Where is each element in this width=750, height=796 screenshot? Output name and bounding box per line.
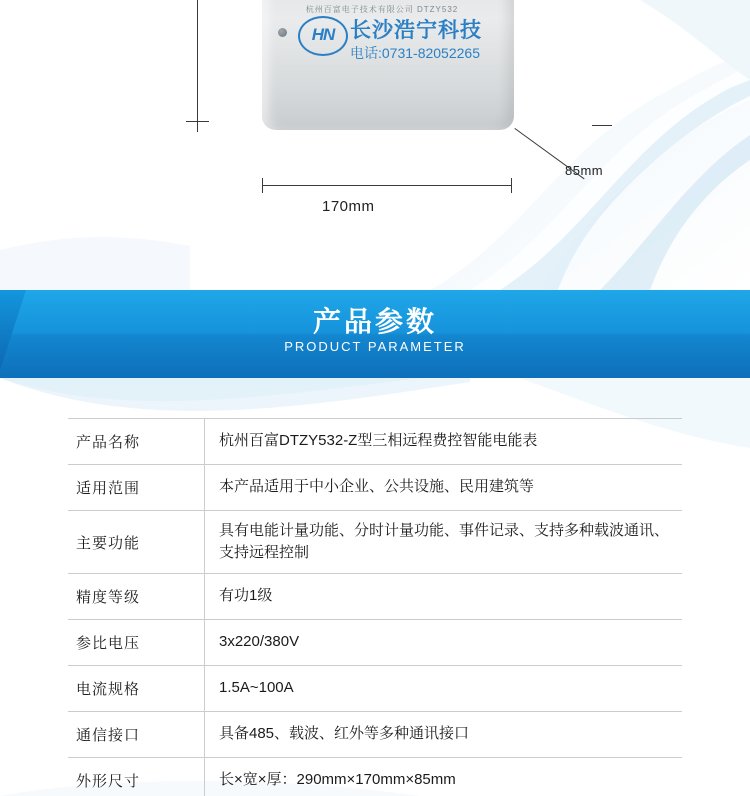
banner-subtitle: PRODUCT PARAMETER — [284, 339, 466, 354]
spec-label: 电流规格 — [68, 666, 205, 712]
spec-label: 适用范围 — [68, 465, 205, 511]
table-row — [68, 712, 682, 758]
meter-top-text: 杭州百富电子技术有限公司 DTZY532 — [305, 5, 459, 14]
spec-value: 本产品适用于中小企业、公共设施、民用建筑等 — [205, 465, 683, 511]
spec-label: 产品名称 — [68, 419, 205, 465]
product-parameter-banner — [0, 290, 750, 378]
spec-value: 杭州百富DTZY532-Z型三相远程费控智能电能表 — [205, 419, 683, 465]
height-dimension-line — [186, 0, 208, 132]
spec-table-section — [0, 378, 750, 796]
depth-dimension-line — [515, 128, 615, 190]
spec-value: 具备485、载波、红外等多种通讯接口 — [205, 712, 683, 758]
spec-label: 主要功能 — [68, 511, 205, 574]
table-row — [68, 666, 682, 712]
hn-logo-icon: HN — [298, 16, 348, 56]
spec-value: 长×宽×厚：290mm×170mm×85mm — [205, 758, 683, 796]
spec-label: 通信接口 — [68, 712, 205, 758]
spec-label: 精度等级 — [68, 574, 205, 620]
company-phone: 电话:0731-82052265 — [350, 45, 480, 61]
spec-value: 3x220/380V — [205, 620, 683, 666]
depth-dimension-label: 85mm — [565, 163, 604, 178]
width-dimension-line — [262, 178, 512, 192]
banner-title: 产品参数 — [312, 306, 437, 337]
table-row — [68, 465, 682, 511]
spec-value: 1.5A~100A — [205, 666, 683, 712]
table-row — [68, 758, 682, 796]
product-spec-table — [68, 418, 682, 796]
spec-value: 具有电能计量功能、分时计量功能、事件记录、支持多种载波通讯、支持远程控制 — [205, 511, 683, 574]
width-dimension-label: 170mm — [322, 198, 375, 215]
company-name: 长沙浩宁科技 — [350, 19, 482, 42]
product-photo-section — [0, 0, 750, 290]
meter-seal-screw-icon — [278, 28, 287, 37]
table-row — [68, 511, 682, 574]
spec-label: 参比电压 — [68, 620, 205, 666]
table-row — [68, 419, 682, 465]
table-row — [68, 574, 682, 620]
spec-value: 有功1级 — [205, 574, 683, 620]
electricity-meter-image — [262, 0, 514, 130]
table-row — [68, 620, 682, 666]
spec-label: 外形尺寸 — [68, 758, 205, 796]
